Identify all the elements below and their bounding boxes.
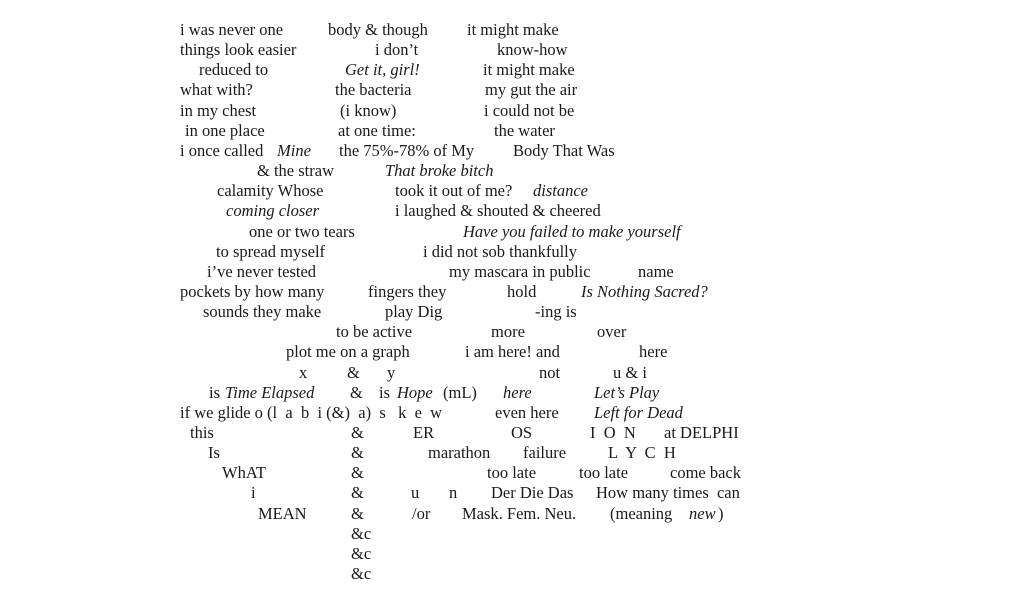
poem-fragment: i did not sob thankfully <box>423 241 577 261</box>
poem-fragment: play Dig <box>385 302 443 322</box>
poem-fragment: not <box>539 362 561 382</box>
poem-fragment: distance <box>533 181 588 201</box>
poem-fragment: Time Elapsed <box>225 382 315 402</box>
poem-fragment: the water <box>494 120 555 140</box>
poem-fragment: know-how <box>497 40 568 60</box>
poem-fragment: fingers they <box>368 281 447 301</box>
poem-fragment: at one time: <box>338 120 416 140</box>
poem-fragment: in one place <box>185 120 265 140</box>
poem-fragment: pockets by how many <box>180 281 325 301</box>
poem-fragment: one or two tears <box>249 221 355 241</box>
poem-fragment: the 75%-78% of My <box>339 140 475 160</box>
poem-fragment: it might make <box>467 20 559 39</box>
poem-fragment: Left for Dead <box>594 402 683 422</box>
poem-fragment: too late <box>579 463 629 483</box>
poem-fragment: OS <box>511 423 533 442</box>
poem-fragment: & the straw <box>257 161 334 181</box>
poem-fragment: WhAT <box>222 463 266 483</box>
poem-fragment: I O N <box>590 423 636 442</box>
poem-fragment: & <box>351 443 364 463</box>
poem-fragment: body & though <box>328 20 428 39</box>
poem-fragment: & <box>350 382 363 402</box>
poem-fragment: Is Nothing Sacred? <box>581 281 708 301</box>
poem-fragment: Is <box>208 443 220 463</box>
poem-fragment: x <box>299 362 308 382</box>
poem-fragment: i could not be <box>484 100 575 120</box>
poem-fragment: this <box>190 423 214 442</box>
poem-fragment: is <box>209 382 221 402</box>
poem-fragment: (meaning <box>610 503 673 523</box>
poem-fragment: even here <box>495 402 559 422</box>
poem-fragment: (i know) <box>340 100 397 120</box>
poem-fragment: things look easier <box>180 40 297 60</box>
poem-fragment: failure <box>523 443 567 463</box>
poem-fragment: what with? <box>180 80 253 100</box>
poem-fragment: Get it, girl! <box>345 60 420 80</box>
poem-fragment: come back <box>670 463 742 483</box>
poem-fragment: the bacteria <box>335 80 412 100</box>
poem-fragment: & <box>351 463 364 483</box>
poem-fragment: y <box>387 362 396 382</box>
poem-fragment: i am here! and <box>465 342 560 362</box>
poem-fragment: MEAN <box>258 503 307 523</box>
poem-fragment: over <box>597 322 627 342</box>
poem-fragment: coming closer <box>226 201 320 221</box>
poem-fragment: i don’t <box>375 40 419 60</box>
poem-fragment: marathon <box>428 443 491 463</box>
poem-fragment: ER <box>413 423 435 442</box>
poem-fragment: new <box>689 503 716 523</box>
poem-fragment: & <box>351 503 364 523</box>
poem-fragment: That broke bitch <box>385 161 494 181</box>
poem-fragment: L Y C H <box>608 443 676 463</box>
poem-fragment: u <box>411 483 420 503</box>
poem-fragment: Mine <box>277 140 311 160</box>
poem-fragment: i laughed & shouted & cheered <box>395 201 601 221</box>
poem-fragment: i’ve never tested <box>207 261 317 281</box>
poem-fragment: name <box>638 261 674 281</box>
poem-fragment: i once called <box>180 140 264 160</box>
poem-fragment: i was never one <box>180 20 284 39</box>
poem-fragment: in my chest <box>180 100 257 120</box>
poem-fragment: here <box>503 382 532 402</box>
poem-fragment: is <box>379 382 391 402</box>
poem-fragment: &c <box>351 523 372 543</box>
poem-fragment: calamity Whose <box>217 181 324 201</box>
poem-fragment: my gut the air <box>485 80 578 100</box>
poem-fragment: ) <box>718 503 724 523</box>
poem-fragment: reduced to <box>199 60 269 80</box>
poem-fragment: & <box>351 423 364 442</box>
poem-fragment: it might make <box>483 60 575 80</box>
poem-fragment: hold <box>507 281 537 301</box>
poem-fragment: to spread myself <box>216 241 326 261</box>
poem-fragment: u & i <box>613 362 647 382</box>
poem-fragment: &c <box>351 564 372 584</box>
poem-fragment: my mascara in public <box>449 261 591 281</box>
poem-fragment: /or <box>412 503 431 523</box>
poem-fragment: & <box>351 483 364 503</box>
poem-fragment: took it out of me? <box>395 181 513 201</box>
poem-fragment: -ing is <box>535 302 577 322</box>
poem-fragment: more <box>491 322 525 342</box>
poem-fragment: & <box>347 362 360 382</box>
poem-fragment: if we glide o (l a b i (&) a) s k e w <box>180 402 443 422</box>
poem-fragment: Body That Was <box>513 140 615 160</box>
poem-fragment: (mL) <box>443 382 477 402</box>
poem-fragment: Let’s Play <box>594 382 660 402</box>
poem-fragment: too late <box>487 463 537 483</box>
poem-fragment: i <box>251 483 256 503</box>
poem-fragment: plot me on a graph <box>286 342 410 362</box>
poem-fragment: Mask. Fem. Neu. <box>462 503 577 523</box>
poem-fragment: &c <box>351 543 372 563</box>
poem-fragment: n <box>449 483 458 503</box>
poem-fragment: Der Die Das <box>491 483 574 503</box>
poem-fragment: How many times can <box>596 483 740 503</box>
poem-fragment: at DELPHI <box>664 423 739 442</box>
poem-fragment: Hope <box>397 382 433 402</box>
poem-fragment: to be active <box>336 322 413 342</box>
poem-fragment: sounds they make <box>203 302 322 322</box>
poem-fragment: here <box>639 342 668 362</box>
poem-fragment: Have you failed to make yourself <box>463 221 681 241</box>
